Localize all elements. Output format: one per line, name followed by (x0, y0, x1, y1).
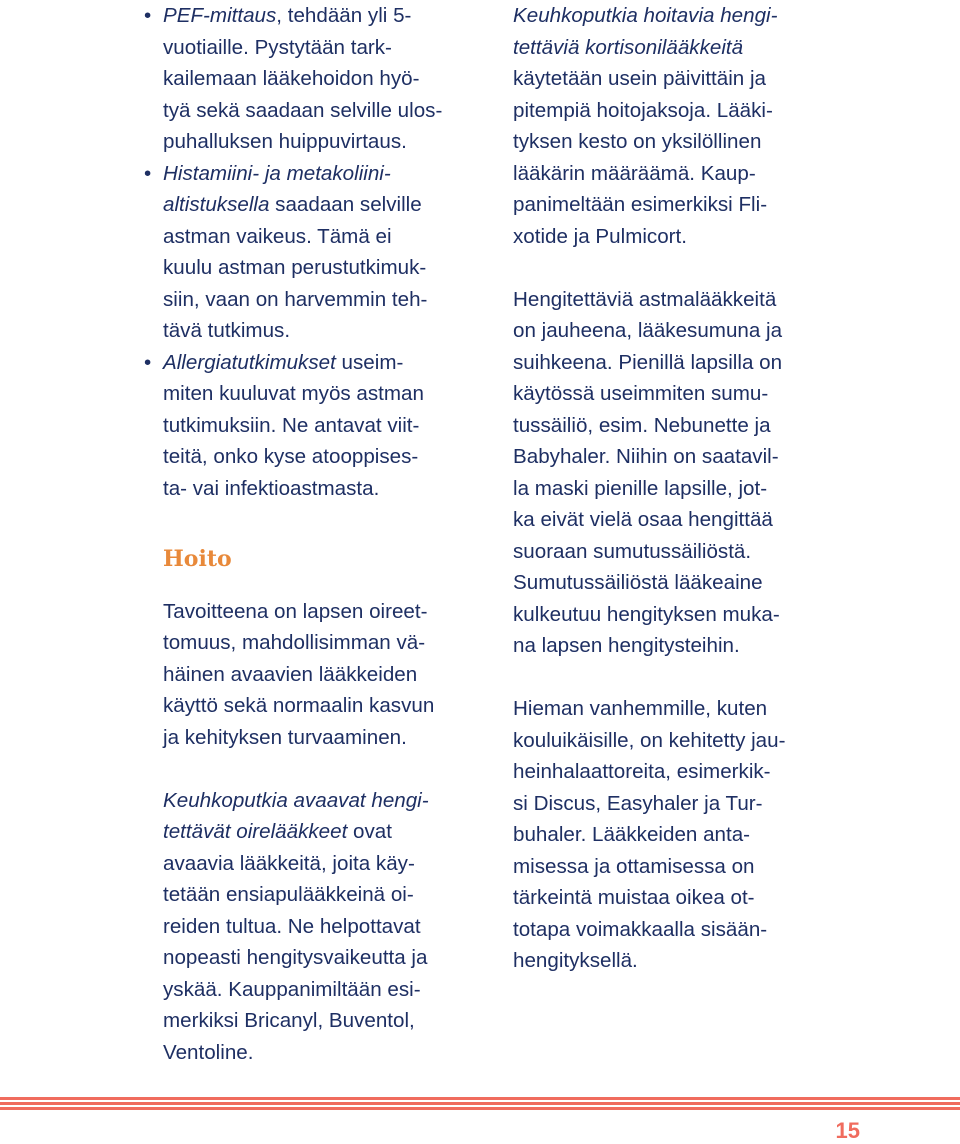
term-allergia: Allergiatutkimukset (163, 350, 336, 374)
paragraph-vanhemmat: Hieman vanhemmille, kuten kouluikäisille, on kehitetty jau- heinhalaattoreita, esimerkik- si Discus, Easyhaler ja Tur- buhaler. Lääkkeiden anta- misessa ja ottamisessa on tärkeintä muistaa oikea ot- totapa voimakkaalla sisään- hengityksellä. (513, 697, 786, 972)
bullet-marker: • (144, 4, 152, 27)
paragraph-muodot: Hengitettäviä astmalääkkeitä on jauheena, lääkesumuna ja suihkeena. Pienillä lapsilla on käytössä useimmiten sumu- tussäiliö, esim. Nebunette ja Babyhaler. Niihin on saatavil- la maski pienille lapsille, jot- ka eivät vielä osaa hengittää suoraan sumutussäiliöstä. Sumutussäiliöstä lääkeaine kulkeutuu hengityksen muka- na lapsen hengitysteihin. (513, 287, 783, 657)
bullet-marker: • (144, 161, 152, 185)
footer-stripes (0, 1097, 960, 1111)
section-heading-hoito: Hoito (163, 545, 232, 572)
right-column (513, 0, 848, 977)
term-pef: PEF-mittaus (163, 4, 277, 27)
footer-stripe (0, 1102, 960, 1105)
bullet-item-histamiini: • Histamiini- ja metakoliini- altistuksella saadaan selville astman vaikeus. Tämä ei kuulu astman perustutkimuk- siin, vaan on harvemmin teh- tävä tutkimus. (163, 158, 493, 347)
bullet-item-allergia: • Allergiatutkimukset useim- miten kuuluvat myös astman tutkimuksiin. Ne antavat viit- teitä, onko kyse atooppises- ta- vai infektioastmasta. (163, 347, 493, 505)
paragraph-avaavat: Keuhkoputkia avaavat hengi- tettävät oirelääkkeet ovat avaavia lääkkeitä, joita käy- tetään ensiapulääkkeinä oi- reiden tultua. Ne helpottavat nopeasti hengitysvaikeutta ja yskää. Kauppanimiltään esi- merkiksi Bricanyl, Buventol, Ventoline. (163, 788, 429, 1064)
page-number: 15 (835, 1118, 860, 1143)
term-hoitavat: Keuhkoputkia hoitavia hengi- (513, 4, 778, 27)
bullet-item-pef: • PEF-mittaus, tehdään yli 5- vuotiaille. Pystytään tark- kailemaan lääkehoidon hyö- tyä sekä saadaan selville ulos- puhalluksen huippuvirtaus. (163, 0, 493, 158)
bullet-marker: • (144, 350, 152, 374)
term-avaavat: Keuhkoputkia avaavat hengi- (163, 788, 429, 812)
term-histamiini: Histamiini- ja metakoliini- (163, 161, 391, 185)
paragraph-hoito: Tavoitteena on lapsen oireet- tomuus, mahdollisimman vä- häinen avaavien lääkkeiden käyttö sekä normaalin kasvun ja kehityksen turvaaminen. (163, 599, 435, 749)
left-column (144, 0, 493, 1068)
paragraph-hoitavat: Keuhkoputkia hoitavia hengi- tettäviä kortisonilääkkeitä käytetään usein päivittäin ja pitempiä hoitojaksoja. Lääki- tyksen kesto on yksilöllinen lääkärin määräämä. Kaup- panimeltään esimerkiksi Fli- xotide ja Pulmicort. (513, 4, 778, 248)
footer-stripe (0, 1107, 960, 1110)
footer-stripe (0, 1097, 960, 1100)
